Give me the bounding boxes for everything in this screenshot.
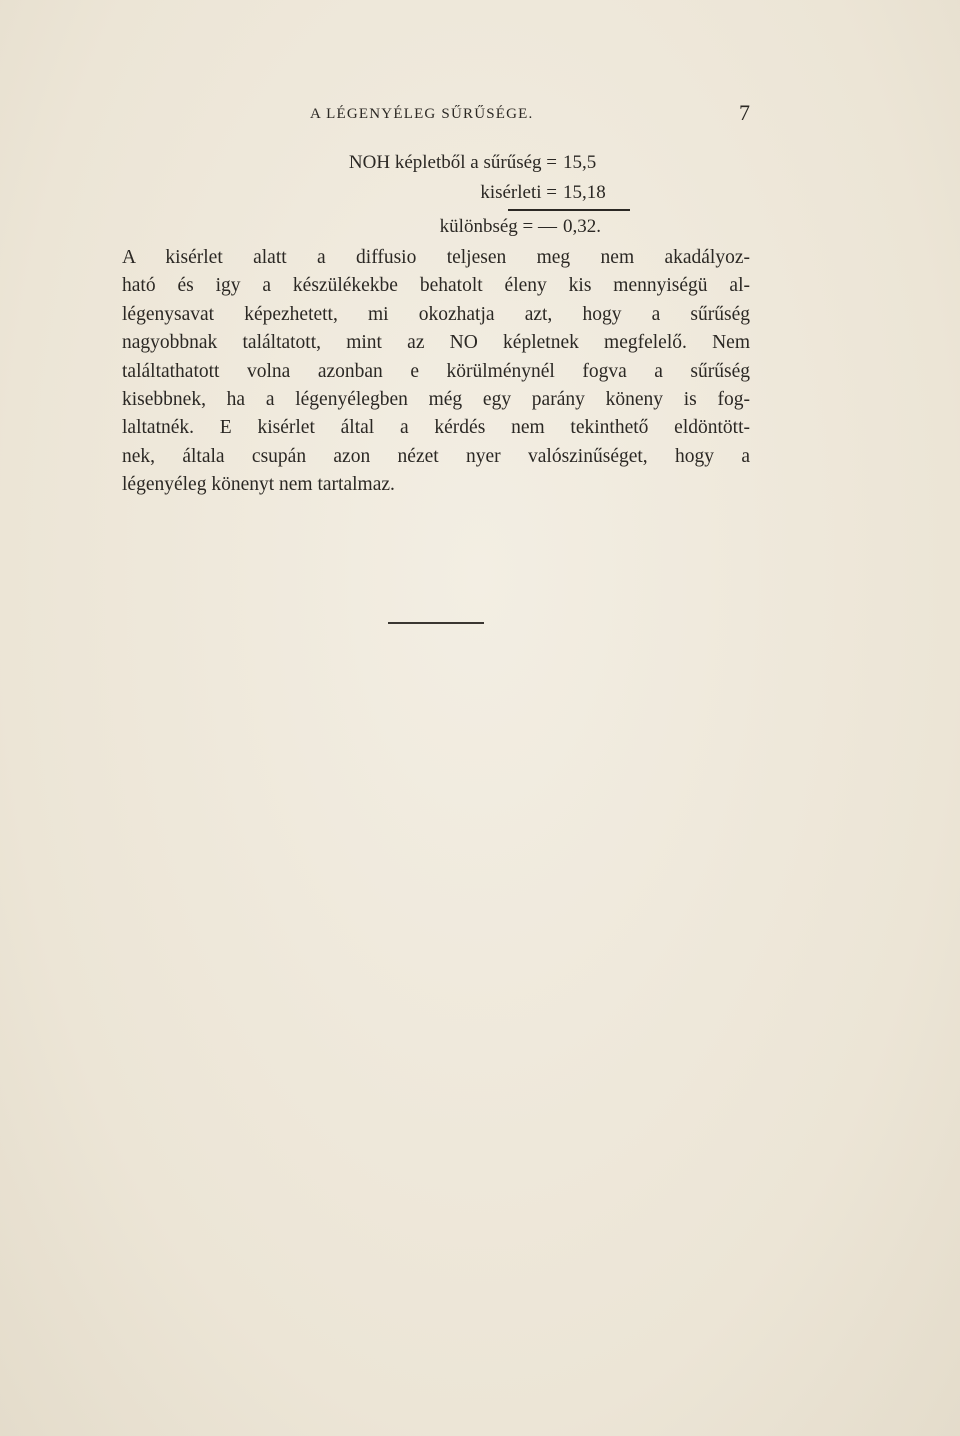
density-calculation [120,152,750,242]
text-line: kisebbnek, ha a légenyélegben még egy parány köneny is fog- [122,388,750,410]
text-line: légenyéleg könenyt nem tartalmaz. [122,474,395,496]
text-line: ható és igy a készülékekbe behatolt éleny kis mennyiségü al- [122,275,750,297]
text-line: légenysavat képezhetett, mi okozhatja azt, hogy a sűrűség [122,303,750,325]
running-title: A LÉGENYÉLEG SŰRŰSÉGE. [310,106,534,122]
page-header [120,100,750,134]
section-separator [388,622,484,624]
text-line: nagyobbnak találtatott, mint az NO képletnek megfelelő. Nem [122,332,750,354]
page-number: 7 [739,100,750,125]
text-line: A kisérlet alatt a diffusio teljesen meg nem akadályoz- [122,247,750,268]
calc-value: 0,32. [563,216,601,237]
calc-label: NOH képletből a sűrűség = [348,152,557,173]
body-paragraph [122,244,750,500]
calc-label: kisérleti = [480,182,557,203]
sum-rule [508,209,630,211]
calc-value: 15,18 [563,182,606,203]
text-line: nek, általa csupán azon nézet nyer valószinűséget, hogy a [122,445,750,467]
calc-value: 15,5 [563,152,597,173]
calc-label: különbség = — [439,216,557,237]
text-line: laltatnék. E kisérlet által a kérdés nem tekinthető eldöntött- [122,417,750,439]
text-line: találtathatott volna azonban e körülménynél fogva a sűrűség [122,360,750,382]
